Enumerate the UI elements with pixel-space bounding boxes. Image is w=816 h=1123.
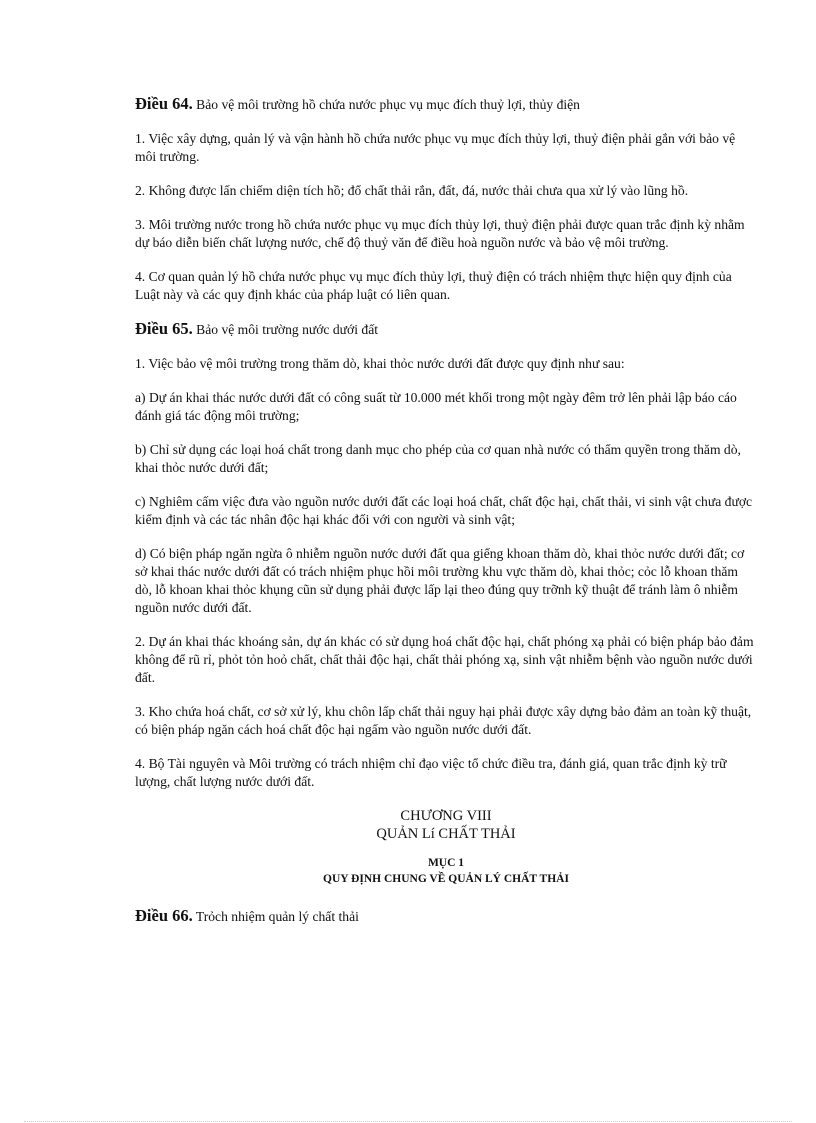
article-66-number: Điều 66. [135,906,193,925]
article-64-number: Điều 64. [135,94,193,113]
article-65-point-a: a) Dự án khai thác nước dưới đất có công suất từ 10.000 mét khối trong một ngày đêm trở lên phải lập báo cáo đánh giá tác động môi trường; [135,390,737,423]
article-64-clause-1: 1. Việc xây dựng, quản lý và vận hành hồ chứa nước phục vụ mục đích thủy lợi, thuỷ điện phải gắn với bảo vệ môi trường. [135,131,736,164]
article-66-title: Trỏch nhiệm quản lý chất thải [195,909,359,924]
chapter-title: QUẢN Lí CHẤT THẢI [376,826,516,842]
article-65-heading [135,320,757,339]
document-page [135,95,757,942]
article-64-clause-4: 4. Cơ quan quản lý hồ chứa nước phục vụ mục đích thủy lợi, thuỷ điện có trách nhiệm thực hiện quy định của Luật này và các quy định khác của pháp luật có liên quan. [135,269,732,302]
article-64-clause-3: 3. Môi trường nước trong hồ chứa nước phục vụ mục đích thủy lợi, thuỷ điện phải được quan trắc định kỳ nhằm dự báo diễn biến chất lượng nước, chế độ thuỷ văn để điều hoà nguồn nước và bảo vệ môi trường. [135,217,745,250]
article-65-point-c: c) Nghiêm cấm việc đưa vào nguồn nước dưới đất các loại hoá chất, chất độc hại, chất thải, vi sinh vật chưa được kiểm định và các tác nhân độc hại khác đối với con người và sinh vật; [135,494,753,527]
article-65-number: Điều 65. [135,319,193,338]
article-64-heading [135,95,757,114]
spacer [135,887,757,907]
article-66-heading [135,907,757,926]
article-64-clause-2: 2. Không được lấn chiếm diện tích hồ; đổ chất thải rắn, đất, đá, nước thải chưa qua xử lý vào lũng hồ. [135,183,689,198]
article-65-clause-3: 3. Kho chứa hoá chất, cơ sở xử lý, khu chôn lấp chất thải nguy hại phải được xây dựng bảo đảm an toàn kỹ thuật, có biện pháp ngăn cách hoá chất độc hại ngấm vào nguồn nước dưới đất. [135,704,752,737]
section-title: QUY ĐỊNH CHUNG VỀ QUẢN LÝ CHẤT THẢI [323,873,569,885]
article-65-clause-4: 4. Bộ Tài nguyên và Môi trường có trách nhiệm chỉ đạo việc tổ chức điều tra, đánh giá, quan trắc định kỳ trữ lượng, chất lượng nước dưới đất. [135,756,727,789]
article-65-clause-2: 2. Dự án khai thác khoáng sản, dự án khác có sử dụng hoá chất độc hại, chất phóng xạ phải có biện pháp bảo đảm không để rũ rỉ, phỏt tỏn hoỏ chất, chất thải độc hại, chất thải phóng xạ, sinh vật nhiễm bệnh vào nguồn nước dưới đất. [135,634,754,685]
article-65-point-d: d) Có biện pháp ngăn ngừa ô nhiễm nguồn nước dưới đất qua giếng khoan thăm dò, khai thỏc nước dưới đất; cơ sở khai thác nước dưới đất có trách nhiệm phục hồi môi trường khu vực thăm dò, khai thỏc; cỏc lỗ khoan thăm dò, lỗ khoan khai thỏc khụng cũn sử dụng phải được lấp lại theo đúng quy trỡnh kỹ thuật để tránh làm ô nhiễm nguồn nước dưới đất. [135,546,745,615]
article-65-point-b: b) Chỉ sử dụng các loại hoá chất trong danh mục cho phép của cơ quan nhà nước có thẩm quyền trong thăm dò, khai thỏc nước dưới đất; [135,442,741,475]
article-64-title: Bảo vệ môi trường hồ chứa nước phục vụ mục đích thuỷ lợi, thủy điện [196,97,580,112]
section-number: MỤC 1 [427,857,465,869]
article-65-clause-1: 1. Việc bảo vệ môi trường trong thăm dò, khai thỏc nước dưới đất được quy định như sau: [135,356,625,371]
article-65-title: Bảo vệ môi trường nước dưới đất [196,322,378,337]
page-bottom-divider [24,1121,792,1122]
chapter-number: CHƯƠNG VIII [400,808,492,824]
